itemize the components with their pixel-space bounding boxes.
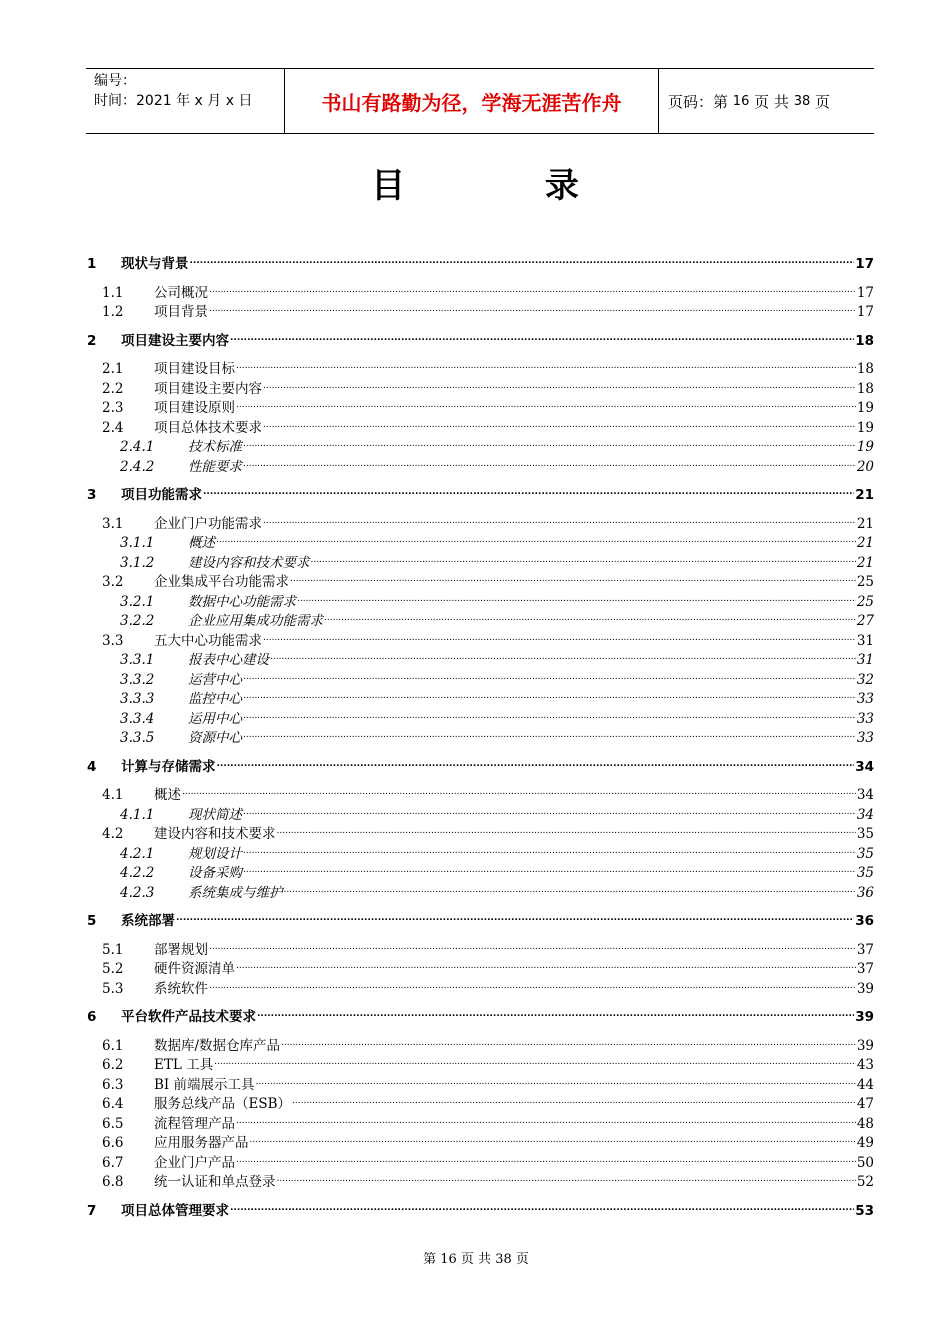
toc-entry[interactable]: [86, 486, 874, 506]
toc-entry[interactable]: [86, 458, 874, 478]
toc-entry-page: 53: [855, 1202, 874, 1219]
time-label: 时间：2021 年 x 月 x 日: [94, 93, 253, 109]
toc-entry-page: 33: [856, 691, 874, 707]
toc-entry-number: 4.2.1: [120, 845, 155, 862]
toc-entry-title: 五大中心功能需求: [154, 632, 262, 652]
toc-entry[interactable]: [86, 1202, 874, 1222]
toc-entry-page: 35: [856, 826, 874, 842]
toc-leader-dots: [284, 879, 856, 901]
toc-entry-number: 5.1: [102, 941, 124, 958]
toc-leader-dots: [243, 666, 856, 688]
footer-mid: 页 共: [460, 1252, 492, 1267]
toc-entry-page: 32: [856, 671, 874, 688]
toc-entry-page: 33: [856, 730, 874, 746]
toc-entry-number: 3.1.1: [120, 535, 155, 551]
toc-entry-page: 20: [856, 458, 874, 475]
toc-entry-number: 6.4: [102, 1096, 124, 1112]
toc-entry-page: 47: [856, 1096, 874, 1112]
toc-leader-dots: [263, 627, 856, 649]
toc-entry-title: 项目建设主要内容: [154, 380, 262, 400]
toc-entry-title: 概述: [154, 786, 181, 806]
toc-entry-title: 流程管理产品: [154, 1115, 235, 1135]
toc-entry[interactable]: [86, 332, 874, 352]
toc-entry-number: 2.1: [102, 361, 124, 377]
toc-entry-title: 项目背景: [154, 303, 208, 323]
toc-leader-dots: [209, 936, 856, 958]
toc-leader-dots: [176, 907, 854, 929]
toc-entry-number: 2.4.2: [120, 458, 155, 475]
toc-leader-dots: [257, 1003, 854, 1025]
toc-entry-title: 项目总体技术要求: [154, 419, 262, 439]
toc-leader-dots: [256, 1071, 856, 1093]
toc-entry-title: 运用中心: [188, 710, 242, 730]
toc-leader-dots: [209, 975, 856, 997]
toc-entry-page: 36: [856, 884, 874, 901]
header-meta: [86, 69, 285, 133]
toc-entry-title: 系统部署: [121, 912, 175, 932]
toc-entry-title: 监控中心: [188, 690, 242, 710]
toc-entry-page: 25: [856, 593, 874, 610]
toc-entry-title: 服务总线产品（ESB）: [154, 1095, 291, 1115]
page-suffix: 页: [815, 92, 831, 111]
page-title: 目 录: [371, 166, 643, 206]
toc-entry-page: 17: [856, 284, 874, 301]
toc-entry-number: 6: [87, 1009, 97, 1025]
toc-leader-dots: [243, 433, 856, 455]
toc-entry-number: 3.2.2: [120, 613, 155, 629]
toc-entry-page: 39: [856, 1037, 874, 1054]
toc-entry-title: 资源中心: [188, 729, 242, 749]
toc-leader-dots: [190, 250, 855, 272]
toc-leader-dots: [281, 1032, 856, 1054]
toc-entry-number: 3.3.3: [120, 691, 155, 707]
toc-entry-number: 5: [87, 913, 97, 929]
toc-entry-title: 企业应用集成功能需求: [188, 612, 323, 632]
toc-entry-title: 应用服务器产品: [154, 1134, 249, 1154]
toc-entry-title: 现状与背景: [121, 255, 189, 275]
toc-leader-dots: [236, 1149, 856, 1171]
toc-entry-title: 项目总体管理要求: [121, 1202, 229, 1222]
toc-entry-title: 概述: [188, 534, 215, 554]
toc-leader-dots: [243, 859, 856, 881]
toc-leader-dots: [243, 840, 856, 862]
toc-entry-number: 5.2: [102, 961, 124, 977]
toc-entry-page: 43: [856, 1057, 874, 1073]
toc-leader-dots: [236, 355, 856, 377]
toc-entry-number: 1: [87, 256, 97, 272]
toc-leader-dots: [230, 1197, 854, 1219]
toc-entry-number: 3.3.2: [120, 671, 155, 688]
toc-entry-title: 部署规划: [154, 941, 208, 961]
page-current: 16: [732, 93, 750, 109]
toc-entry-title: 现状简述: [188, 806, 242, 826]
toc-entry-number: 1.2: [102, 304, 124, 320]
toc-entry-page: 34: [856, 806, 874, 823]
toc-entry-page: 52: [856, 1174, 874, 1190]
toc-entry[interactable]: [86, 1008, 874, 1028]
toc-entry-number: 4.2.3: [120, 884, 155, 901]
toc-entry-number: 3.2: [102, 574, 124, 590]
footer-prefix: 第: [423, 1252, 437, 1267]
toc-leader-dots: [263, 510, 856, 532]
toc-leader-dots: [324, 607, 856, 629]
toc-leader-dots: [250, 1129, 856, 1151]
toc-entry-number: 4.2: [102, 826, 124, 842]
toc-entry-title: 性能要求: [188, 458, 242, 478]
toc-entry-title: 报表中心建设: [188, 651, 269, 671]
toc-entry-page: 31: [856, 652, 874, 668]
toc-entry-title: 计算与存储需求: [121, 758, 216, 778]
toc-entry-number: 6.2: [102, 1057, 124, 1073]
toc-entry-page: 18: [855, 332, 874, 349]
toc-leader-dots: [182, 781, 856, 803]
toc-entry-page: 34: [856, 787, 874, 803]
toc-entry-page: 21: [856, 554, 874, 571]
toc-entry[interactable]: [86, 884, 874, 904]
toc-entry-page: 19: [856, 419, 874, 436]
toc-leader-dots: [270, 646, 856, 668]
toc-entry-number: 2.4.1: [120, 439, 155, 455]
header-page-info: [659, 69, 874, 133]
toc-leader-dots: [236, 955, 856, 977]
toc-entry-page: 48: [856, 1115, 874, 1132]
toc-entry-title: BI 前端展示工具: [154, 1076, 255, 1096]
toc-entry-title: 设备采购: [188, 864, 242, 884]
toc-leader-dots: [297, 588, 856, 610]
toc-entry-title: 平台软件产品技术要求: [121, 1008, 256, 1028]
toc-entry-number: 6.8: [102, 1174, 124, 1190]
page-prefix: 页码：第: [668, 92, 729, 111]
toc-entry-page: 36: [855, 913, 874, 929]
toc-entry-page: 34: [855, 758, 874, 775]
toc-entry-title: 企业门户产品: [154, 1154, 235, 1174]
toc-leader-dots: [292, 1090, 856, 1112]
toc-entry-number: 3.2.1: [120, 593, 155, 610]
footer-suffix: 页: [515, 1252, 529, 1267]
toc-entry-title: 技术标准: [188, 438, 242, 458]
toc-entry-page: 31: [856, 632, 874, 649]
toc-entry-title: 规划设计: [188, 845, 242, 865]
toc-entry-page: 37: [856, 961, 874, 977]
toc-entry-number: 2.4: [102, 419, 124, 436]
toc-entry[interactable]: [86, 729, 874, 749]
toc-entry-page: 44: [856, 1076, 874, 1093]
toc-entry-page: 49: [856, 1135, 874, 1151]
toc-entry-number: 2.2: [102, 380, 124, 397]
toc-entry-page: 21: [856, 535, 874, 551]
toc-leader-dots: [230, 327, 854, 349]
toc-leader-dots: [209, 298, 856, 320]
toc-leader-dots: [277, 820, 856, 842]
toc-entry-number: 2.3: [102, 400, 124, 416]
toc-entry-page: 50: [856, 1154, 874, 1171]
toc-entry-page: 39: [856, 980, 874, 997]
toc-entry-page: 19: [856, 400, 874, 416]
toc-entry-page: 25: [856, 574, 874, 590]
toc-entry-title: 企业集成平台功能需求: [154, 573, 289, 593]
toc-leader-dots: [217, 753, 855, 775]
toc-entry-page: 35: [856, 865, 874, 881]
toc-entry-number: 3.1.2: [120, 554, 155, 571]
toc-leader-dots: [311, 549, 856, 571]
toc-leader-dots: [214, 1051, 856, 1073]
toc-entry[interactable]: [86, 912, 874, 932]
toc-entry-title: 企业门户功能需求: [154, 515, 262, 535]
toc-entry-title: 建设内容和技术要求: [188, 554, 310, 574]
code-label: 编号：: [94, 73, 136, 89]
toc-entry-title: 公司概况: [154, 284, 208, 304]
toc-entry-title: 数据中心功能需求: [188, 593, 296, 613]
toc-entry[interactable]: [86, 255, 874, 275]
toc-entry-title: 统一认证和单点登录: [154, 1173, 276, 1193]
toc-entry-number: 3.3.4: [120, 710, 155, 727]
toc-entry-title: 系统集成与维护: [188, 884, 283, 904]
header-motto: 书山有路勤为径，学海无涯苦作舟: [285, 69, 659, 133]
toc-entry-page: 27: [856, 613, 874, 629]
toc-entry-title: 项目建设目标: [154, 360, 235, 380]
toc-leader-dots: [290, 568, 856, 590]
toc-entry-title: 系统软件: [154, 980, 208, 1000]
toc-entry-page: 21: [855, 487, 874, 503]
toc-entry-number: 3.3.1: [120, 652, 155, 668]
page-header: [86, 68, 874, 134]
toc-leader-dots: [243, 453, 856, 475]
toc-entry-title: 硬件资源清单: [154, 960, 235, 980]
toc-entry-page: 19: [856, 439, 874, 455]
toc-entry-number: 1.1: [102, 284, 124, 301]
toc-entry-page: 17: [855, 256, 874, 272]
toc-entry-page: 37: [856, 941, 874, 958]
toc-leader-dots: [277, 1168, 856, 1190]
toc-entry-number: 7: [87, 1202, 97, 1219]
toc-leader-dots: [203, 481, 854, 503]
toc-leader-dots: [263, 375, 856, 397]
toc-entry-number: 6.1: [102, 1037, 124, 1054]
toc-entry[interactable]: [86, 1173, 874, 1193]
toc-entry-number: 6.6: [102, 1135, 124, 1151]
toc-entry-page: 21: [856, 515, 874, 532]
toc-entry-number: 6.3: [102, 1076, 124, 1093]
toc-leader-dots: [243, 705, 856, 727]
footer-total: 38: [495, 1252, 512, 1267]
toc-entry[interactable]: [86, 758, 874, 778]
toc-leader-dots: [243, 685, 856, 707]
toc-leader-dots: [243, 724, 856, 746]
toc-entry-title: 运营中心: [188, 671, 242, 691]
toc-entry-number: 4: [87, 758, 97, 775]
toc-entry-number: 4.2.2: [120, 865, 155, 881]
toc-leader-dots: [263, 414, 856, 436]
toc-entry-number: 5.3: [102, 980, 124, 997]
toc-entry-page: 33: [856, 710, 874, 727]
toc-leader-dots: [236, 394, 856, 416]
toc-entry-number: 3.1: [102, 515, 124, 532]
toc-entry-number: 4.1: [102, 787, 124, 803]
toc-leader-dots: [209, 279, 856, 301]
toc-entry-page: 35: [856, 845, 874, 862]
toc-entry-title: 数据库/数据仓库产品: [154, 1037, 280, 1057]
toc-entry-page: 39: [855, 1009, 874, 1025]
toc-entry-number: 6.5: [102, 1115, 124, 1132]
toc-entry-number: 6.7: [102, 1154, 124, 1171]
toc-entry-title: 项目功能需求: [121, 486, 202, 506]
page-mid: 页 共: [754, 92, 789, 111]
toc-entry-page: 17: [856, 304, 874, 320]
toc-entry-number: 3.3: [102, 632, 124, 649]
toc-entry-page: 18: [856, 380, 874, 397]
toc-entry-page: 18: [856, 361, 874, 377]
toc-entry-title: ETL 工具: [154, 1056, 213, 1076]
toc-entry-title: 项目建设主要内容: [121, 332, 229, 352]
footer-current: 16: [440, 1252, 457, 1267]
page-total: 38: [793, 93, 811, 109]
table-of-contents: [86, 246, 874, 1230]
toc-entry-number: 4.1.1: [120, 806, 155, 823]
toc-entry-number: 2: [87, 332, 97, 349]
toc-entry-number: 3: [87, 487, 97, 503]
toc-leader-dots: [216, 529, 856, 551]
toc-entry-number: 3.3.5: [120, 730, 155, 746]
toc-entry-title: 建设内容和技术要求: [154, 825, 276, 845]
toc-entry-title: 项目建设原则: [154, 399, 235, 419]
toc-entry[interactable]: [86, 303, 874, 323]
toc-entry[interactable]: [86, 980, 874, 1000]
toc-leader-dots: [243, 801, 856, 823]
toc-leader-dots: [236, 1110, 856, 1132]
page-footer: [0, 1248, 950, 1267]
